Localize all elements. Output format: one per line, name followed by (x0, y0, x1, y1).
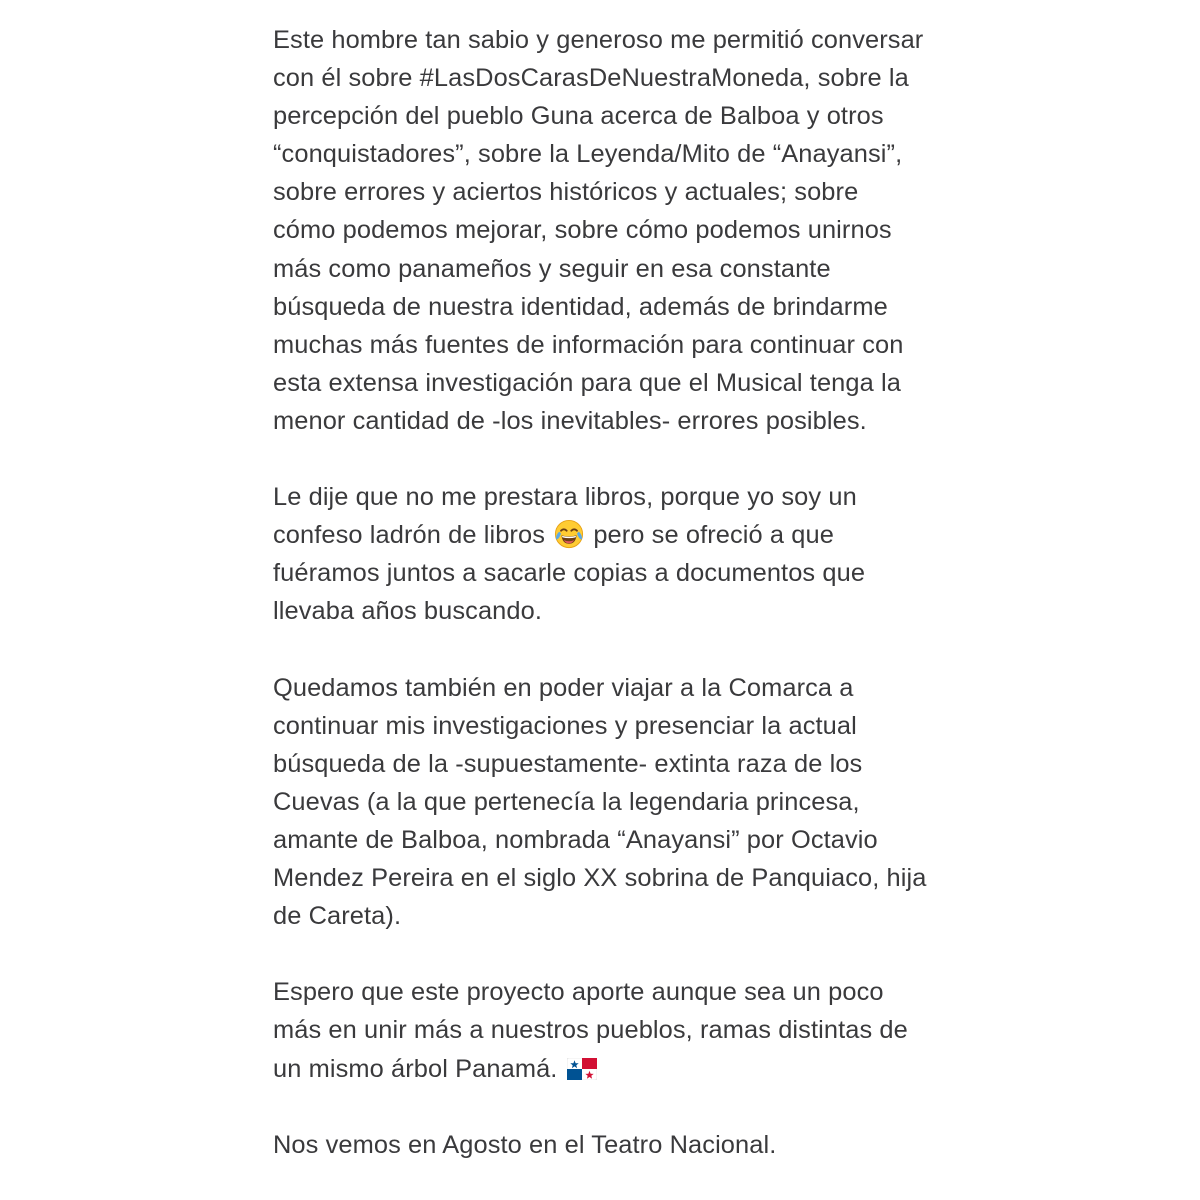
text-line: cómo podemos mejorar, sobre cómo podemos unirnos (273, 216, 892, 245)
text-line: llevaba años buscando. (273, 597, 542, 626)
text-segment: un mismo árbol Panamá. (273, 1054, 558, 1083)
text-line: fuéramos juntos a sacarle copias a documentos que (273, 559, 866, 588)
paragraph-spacer (273, 935, 973, 973)
text-line: esta extensa investigación para que el Musical tenga la (273, 368, 901, 397)
text-line: con él sobre #LasDosCarasDeNuestraMoneda, sobre la (273, 64, 909, 93)
text-segment: confeso ladrón de libros (273, 521, 545, 550)
paragraph-3 (273, 669, 973, 936)
text-line: Nos vemos en Agosto en el Teatro Nacional. (273, 1130, 777, 1159)
text-line: amante de Balboa, nombrada “Anayansi” por Octavio (273, 825, 878, 854)
panama-flag-icon (567, 1053, 597, 1075)
text-line: más en unir más a nuestros pueblos, ramas distintas de (273, 1016, 908, 1045)
paragraph-2 (273, 478, 973, 630)
paragraph-spacer (273, 440, 973, 478)
text-line: sobre errores y aciertos históricos y actuales; sobre (273, 178, 859, 207)
text-line: búsqueda de la -supuestamente- extinta raza de los (273, 749, 863, 778)
text-line: Este hombre tan sabio y generoso me permitió conversar (273, 26, 924, 54)
paragraph-spacer (273, 631, 973, 669)
text-line: “conquistadores”, sobre la Leyenda/Mito de “Anayansi”, (273, 140, 903, 169)
text-line: más como panameños y seguir en esa constante (273, 254, 831, 283)
text-line: búsqueda de nuestra identidad, además de brindarme (273, 292, 888, 321)
text-line-with-emoji (273, 516, 973, 554)
text-line: Quedamos también en poder viajar a la Comarca a (273, 673, 854, 702)
face-with-tears-of-joy-icon (554, 519, 584, 549)
text-line-with-emoji (273, 1050, 973, 1088)
text-segment: pero se ofreció a que (593, 521, 834, 550)
note-body (273, 21, 973, 1164)
paragraph-4 (273, 973, 973, 1087)
text-line: menor cantidad de -los inevitables- errores posibles. (273, 406, 867, 435)
text-line: de Careta). (273, 902, 402, 931)
paragraph-1 (273, 21, 973, 440)
paragraph-5 (273, 1126, 973, 1164)
paragraph-spacer (273, 1088, 973, 1126)
text-line: percepción del pueblo Guna acerca de Balboa y otros (273, 102, 884, 131)
text-line: Cuevas (a la que pertenecía la legendaria princesa, (273, 787, 860, 816)
text-line: continuar mis investigaciones y presenciar la actual (273, 711, 857, 740)
text-line: Mendez Pereira en el siglo XX sobrina de Panquiaco, hija (273, 864, 927, 893)
text-line: Espero que este proyecto aporte aunque sea un poco (273, 978, 884, 1007)
text-line: Le dije que no me prestara libros, porque yo soy un (273, 483, 857, 512)
text-line: muchas más fuentes de información para continuar con (273, 330, 904, 359)
